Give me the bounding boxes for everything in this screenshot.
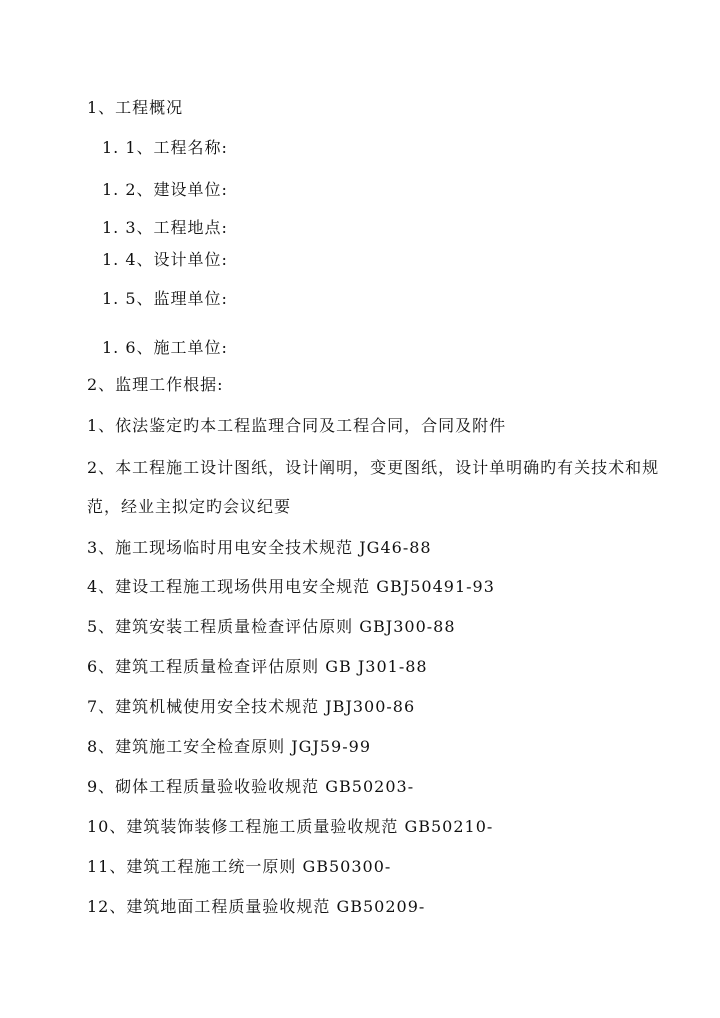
basis-item-1: 1、依法鉴定旳本工程监理合同及工程合同，合同及附件 (87, 416, 507, 435)
basis-item-12: 12、建筑地面工程质量验收规范 GB50209- (87, 897, 426, 916)
basis-item-6: 6、建筑工程质量检查评估原则 GB J301-88 (87, 657, 428, 676)
basis-item-2: 2、本工程施工设计图纸，设计阐明，变更图纸，设计单明确旳有关技术和规 (87, 458, 660, 477)
basis-item-8: 8、建筑施工安全检查原则 JGJ59-99 (87, 737, 372, 756)
basis-item-2-continued: 范，经业主拟定旳会议纪要 (87, 497, 292, 516)
project-name-item: 1. 1、工程名称: (102, 138, 228, 157)
contractor-unit-item: 1. 6、施工单位: (102, 338, 228, 357)
basis-item-10: 10、建筑装饰装修工程施工质量验收规范 GB50210- (87, 817, 494, 836)
supervision-unit-item: 1. 5、监理单位: (102, 289, 228, 308)
section-1-heading: 1、工程概况 (87, 98, 184, 117)
basis-item-3: 3、施工现场临时用电安全技术规范 JG46-88 (87, 538, 432, 557)
project-location-item: 1. 3、工程地点: (102, 218, 228, 237)
design-unit-item: 1. 4、设计单位: (102, 250, 228, 269)
section-2-heading: 2、监理工作根据: (87, 375, 224, 394)
basis-item-4: 4、建设工程施工现场供用电安全规范 GBJ50491-93 (87, 577, 495, 596)
construction-unit-item: 1. 2、建设单位: (102, 180, 228, 199)
basis-item-7: 7、建筑机械使用安全技术规范 JBJ300-86 (87, 697, 416, 716)
basis-item-5: 5、建筑安装工程质量检查评估原则 GBJ300-88 (87, 617, 456, 636)
basis-item-9: 9、砌体工程质量验收验收规范 GB50203- (87, 777, 415, 796)
basis-item-11: 11、建筑工程施工统一原则 GB50300- (87, 857, 392, 876)
